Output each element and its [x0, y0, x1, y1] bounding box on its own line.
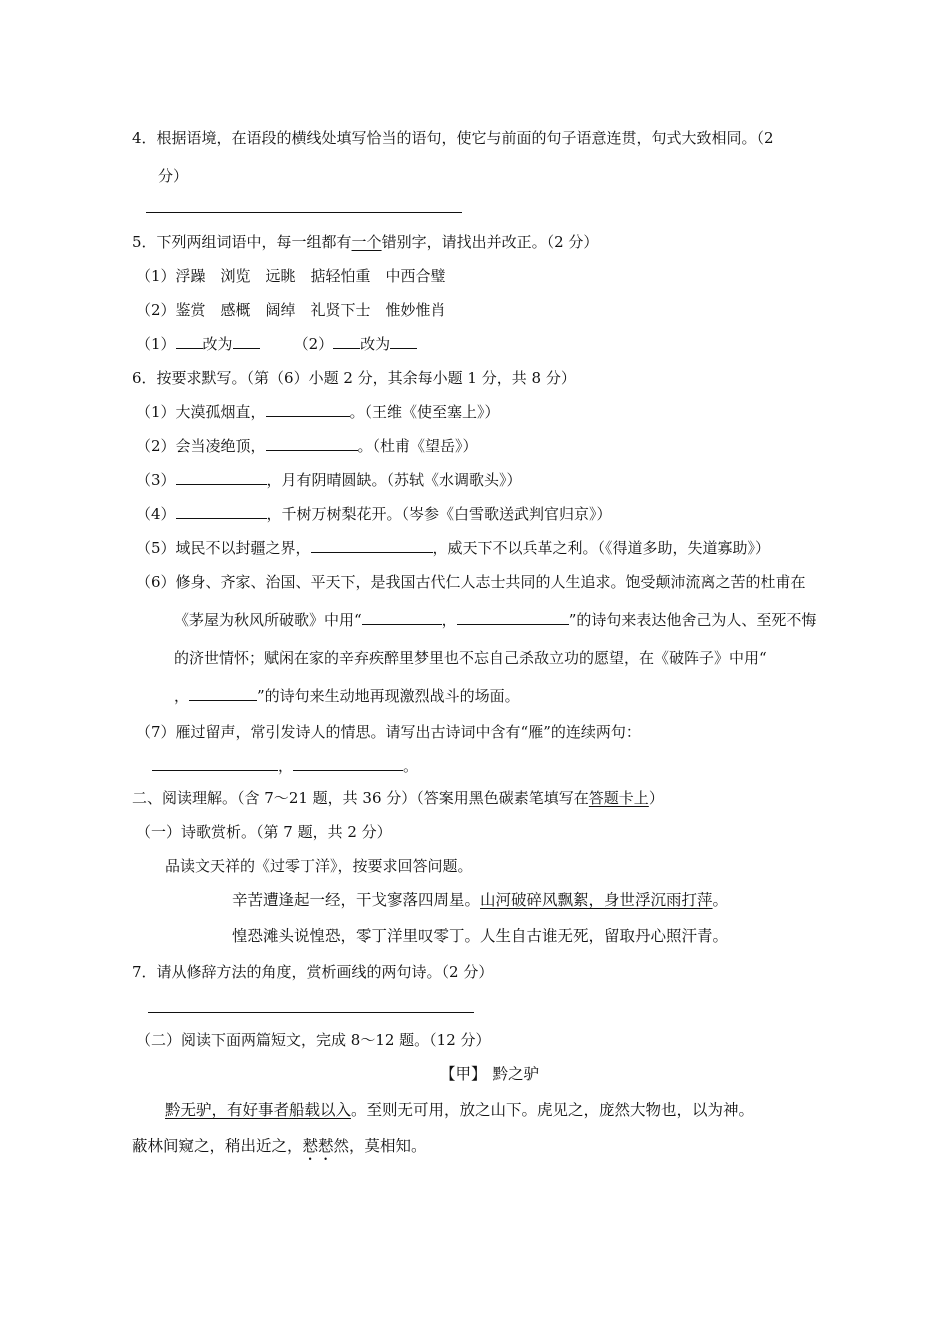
q5-title: [132, 232, 598, 252]
q5-title-underlined: 一个: [351, 233, 382, 251]
part2-heading-close: ）: [648, 789, 664, 807]
q6-item-5-blank[interactable]: [311, 538, 433, 553]
q6-item-7-end: 。: [403, 757, 419, 775]
q6-item-6-line2-tail: ”的诗句来表达他舍己为人、至死不悔: [568, 611, 817, 629]
poem-line-1-text: 辛苦遭逢起一经，干戈寥落四周星。: [232, 891, 481, 909]
q4-prompt-line2: 分）: [158, 167, 189, 185]
q6-item-6-line2-text: 《茅屋为秋风所破歌》中用“: [174, 611, 362, 629]
passage-jia-line2-text: 蔽林间窥之，稍出近之，: [132, 1137, 303, 1155]
q6-item-2-blank[interactable]: [266, 436, 358, 451]
q6-item-5-source: ，威天下不以兵革之利。（《得道多助，失道寡助》）: [432, 539, 771, 557]
poem-line-1-underlined: 山河破碎风飘絮，身世浮沉雨打萍: [480, 891, 713, 909]
q5-answer-2-change: 改为: [360, 335, 391, 353]
poem-line-1: [232, 890, 728, 910]
q5-answer-1-change: 改为: [202, 335, 233, 353]
q6-item-3-blank[interactable]: [176, 470, 267, 485]
q6-item-1: [136, 402, 500, 422]
q5-item-2: （2）鉴赏 感概 阔绰 礼贤下士 惟妙惟肖: [136, 301, 446, 319]
poem-intro: 品读文天祥的《过零丁洋》，按要求回答问题。: [165, 857, 473, 875]
poem-line-1-end: 。: [712, 891, 729, 909]
q6-item-3-text: ，月有阴晴圆缺。（苏轼《水调歌头》）: [266, 471, 522, 489]
q4-prompt-line1: 4．根据语境，在语段的横线处填写恰当的语句，使它与前面的句子语意连贯，句式大致相同。（2: [132, 129, 774, 147]
q6-item-4-text: ，千树万树梨花开。（岑参《白雪歌送武判官归京》）: [266, 505, 612, 523]
part2-heading: [132, 788, 664, 808]
part2-heading-underlined: 答题卡上: [588, 789, 649, 807]
q5-answer-2-label: （2）: [293, 335, 334, 353]
q5-title-part2: 错别字，请找出并改正。（2 分）: [381, 233, 599, 251]
q7-answer-line[interactable]: [148, 1012, 474, 1013]
part2-heading-text: 二、阅读理解。（含 7～21 题，共 36 分）（答案用黑色碳素笔填写在: [132, 789, 589, 807]
q5-answer-2-wrong-blank[interactable]: [333, 334, 360, 349]
q6-item-6-line4-text: ”的诗句来生动地再现激烈战斗的场面。: [257, 687, 520, 705]
q6-item-6-line1: （6）修身、齐家、治国、平天下，是我国古代仁人志士共同的人生追求。饱受颠沛流离之苦的杜甫在: [136, 573, 806, 591]
q6-item-6-line4-comma: ，: [174, 687, 190, 705]
q6-item-1-source: 。（王维《使至塞上》）: [349, 403, 500, 421]
q5-item-1: （1）浮躁 浏览 远眺 掂轻怕重 中西合璧: [136, 267, 446, 285]
q6-item-6-line4: [174, 686, 520, 706]
section-1-title: （一）诗歌赏析。（第 7 题，共 2 分）: [136, 823, 392, 841]
q6-item-6-blank-b[interactable]: [457, 610, 569, 625]
q6-item-3: [136, 470, 522, 490]
q6-item-2-text: （2）会当凌绝顶，: [136, 437, 266, 455]
q6-item-5-text: （5）域民不以封疆之界，: [136, 539, 311, 557]
q6-item-4-blank[interactable]: [176, 504, 267, 519]
passage-jia-line2: [132, 1136, 427, 1164]
passage-jia-title: [440, 1064, 539, 1084]
q5-answer-1-correct-blank[interactable]: [233, 334, 260, 349]
q6-item-6-blank-d[interactable]: [189, 686, 257, 701]
q5-answer-row: [136, 334, 417, 354]
q6-item-7-answer: [152, 756, 418, 776]
q6-item-6-blank-a[interactable]: [362, 610, 442, 625]
q5-answer-1-label: （1）: [136, 335, 176, 353]
q5-title-part1: 5．下列两组词语中，每一组都有: [132, 233, 352, 251]
q6-item-7: （7）雁过留声，常引发诗人的情思。请写出古诗词中含有“雁”的连续两句：: [136, 723, 641, 741]
poem-line-2: 惶恐滩头说惶恐，零丁洋里叹零丁。人生自古谁无死，留取丹心照汗青。: [232, 927, 729, 945]
q6-item-6-comma: ，: [441, 611, 457, 629]
q6-item-1-text: （1）大漠孤烟直，: [136, 403, 266, 421]
q4-answer-line[interactable]: [146, 212, 462, 213]
q6-item-7-blank-a[interactable]: [152, 756, 278, 771]
q6-item-6-line2: [174, 610, 816, 630]
q5-answer-1-wrong-blank[interactable]: [176, 334, 203, 349]
passage-jia-line2-tail: 然，莫相知。: [333, 1137, 427, 1155]
passage-jia-line1: [165, 1100, 754, 1120]
passage-jia-name: 黔之驴: [492, 1065, 540, 1083]
q6-item-5: [136, 538, 770, 558]
section-2-title: （二）阅读下面两篇短文，完成 8～12 题。（12 分）: [136, 1031, 491, 1049]
q5-answer-2-correct-blank[interactable]: [390, 334, 417, 349]
q6-item-7-sep: ，: [278, 757, 294, 775]
q6-item-1-blank[interactable]: [266, 402, 350, 417]
q6-item-6-line3: 的济世情怀；赋闲在家的辛弃疾醉里梦里也不忘自己杀敌立功的愿望，在《破阵子》中用“: [174, 649, 767, 667]
passage-jia-label: 【甲】: [440, 1065, 487, 1083]
passage-jia-line1-underlined: 黔无驴，有好事者船载以入: [165, 1101, 352, 1119]
q6-item-4-label: （4）: [136, 505, 176, 523]
q6-item-2: [136, 436, 478, 456]
passage-jia-dotted-word: 慭慭: [302, 1137, 334, 1155]
q6-item-2-source: 。（杜甫《望岳》）: [357, 437, 478, 455]
q7-prompt: 7．请从修辞方法的角度，赏析画线的两句诗。（2 分）: [132, 963, 494, 981]
q6-title: 6．按要求默写。（第（6）小题 2 分，其余每小题 1 分，共 8 分）: [132, 369, 576, 387]
passage-jia-line1-text: 。至则无可用，放之山下。虎见之，庞然大物也，以为神。: [351, 1101, 755, 1119]
q6-item-3-label: （3）: [136, 471, 176, 489]
q6-item-7-blank-b[interactable]: [293, 756, 403, 771]
q6-item-4: [136, 504, 612, 524]
